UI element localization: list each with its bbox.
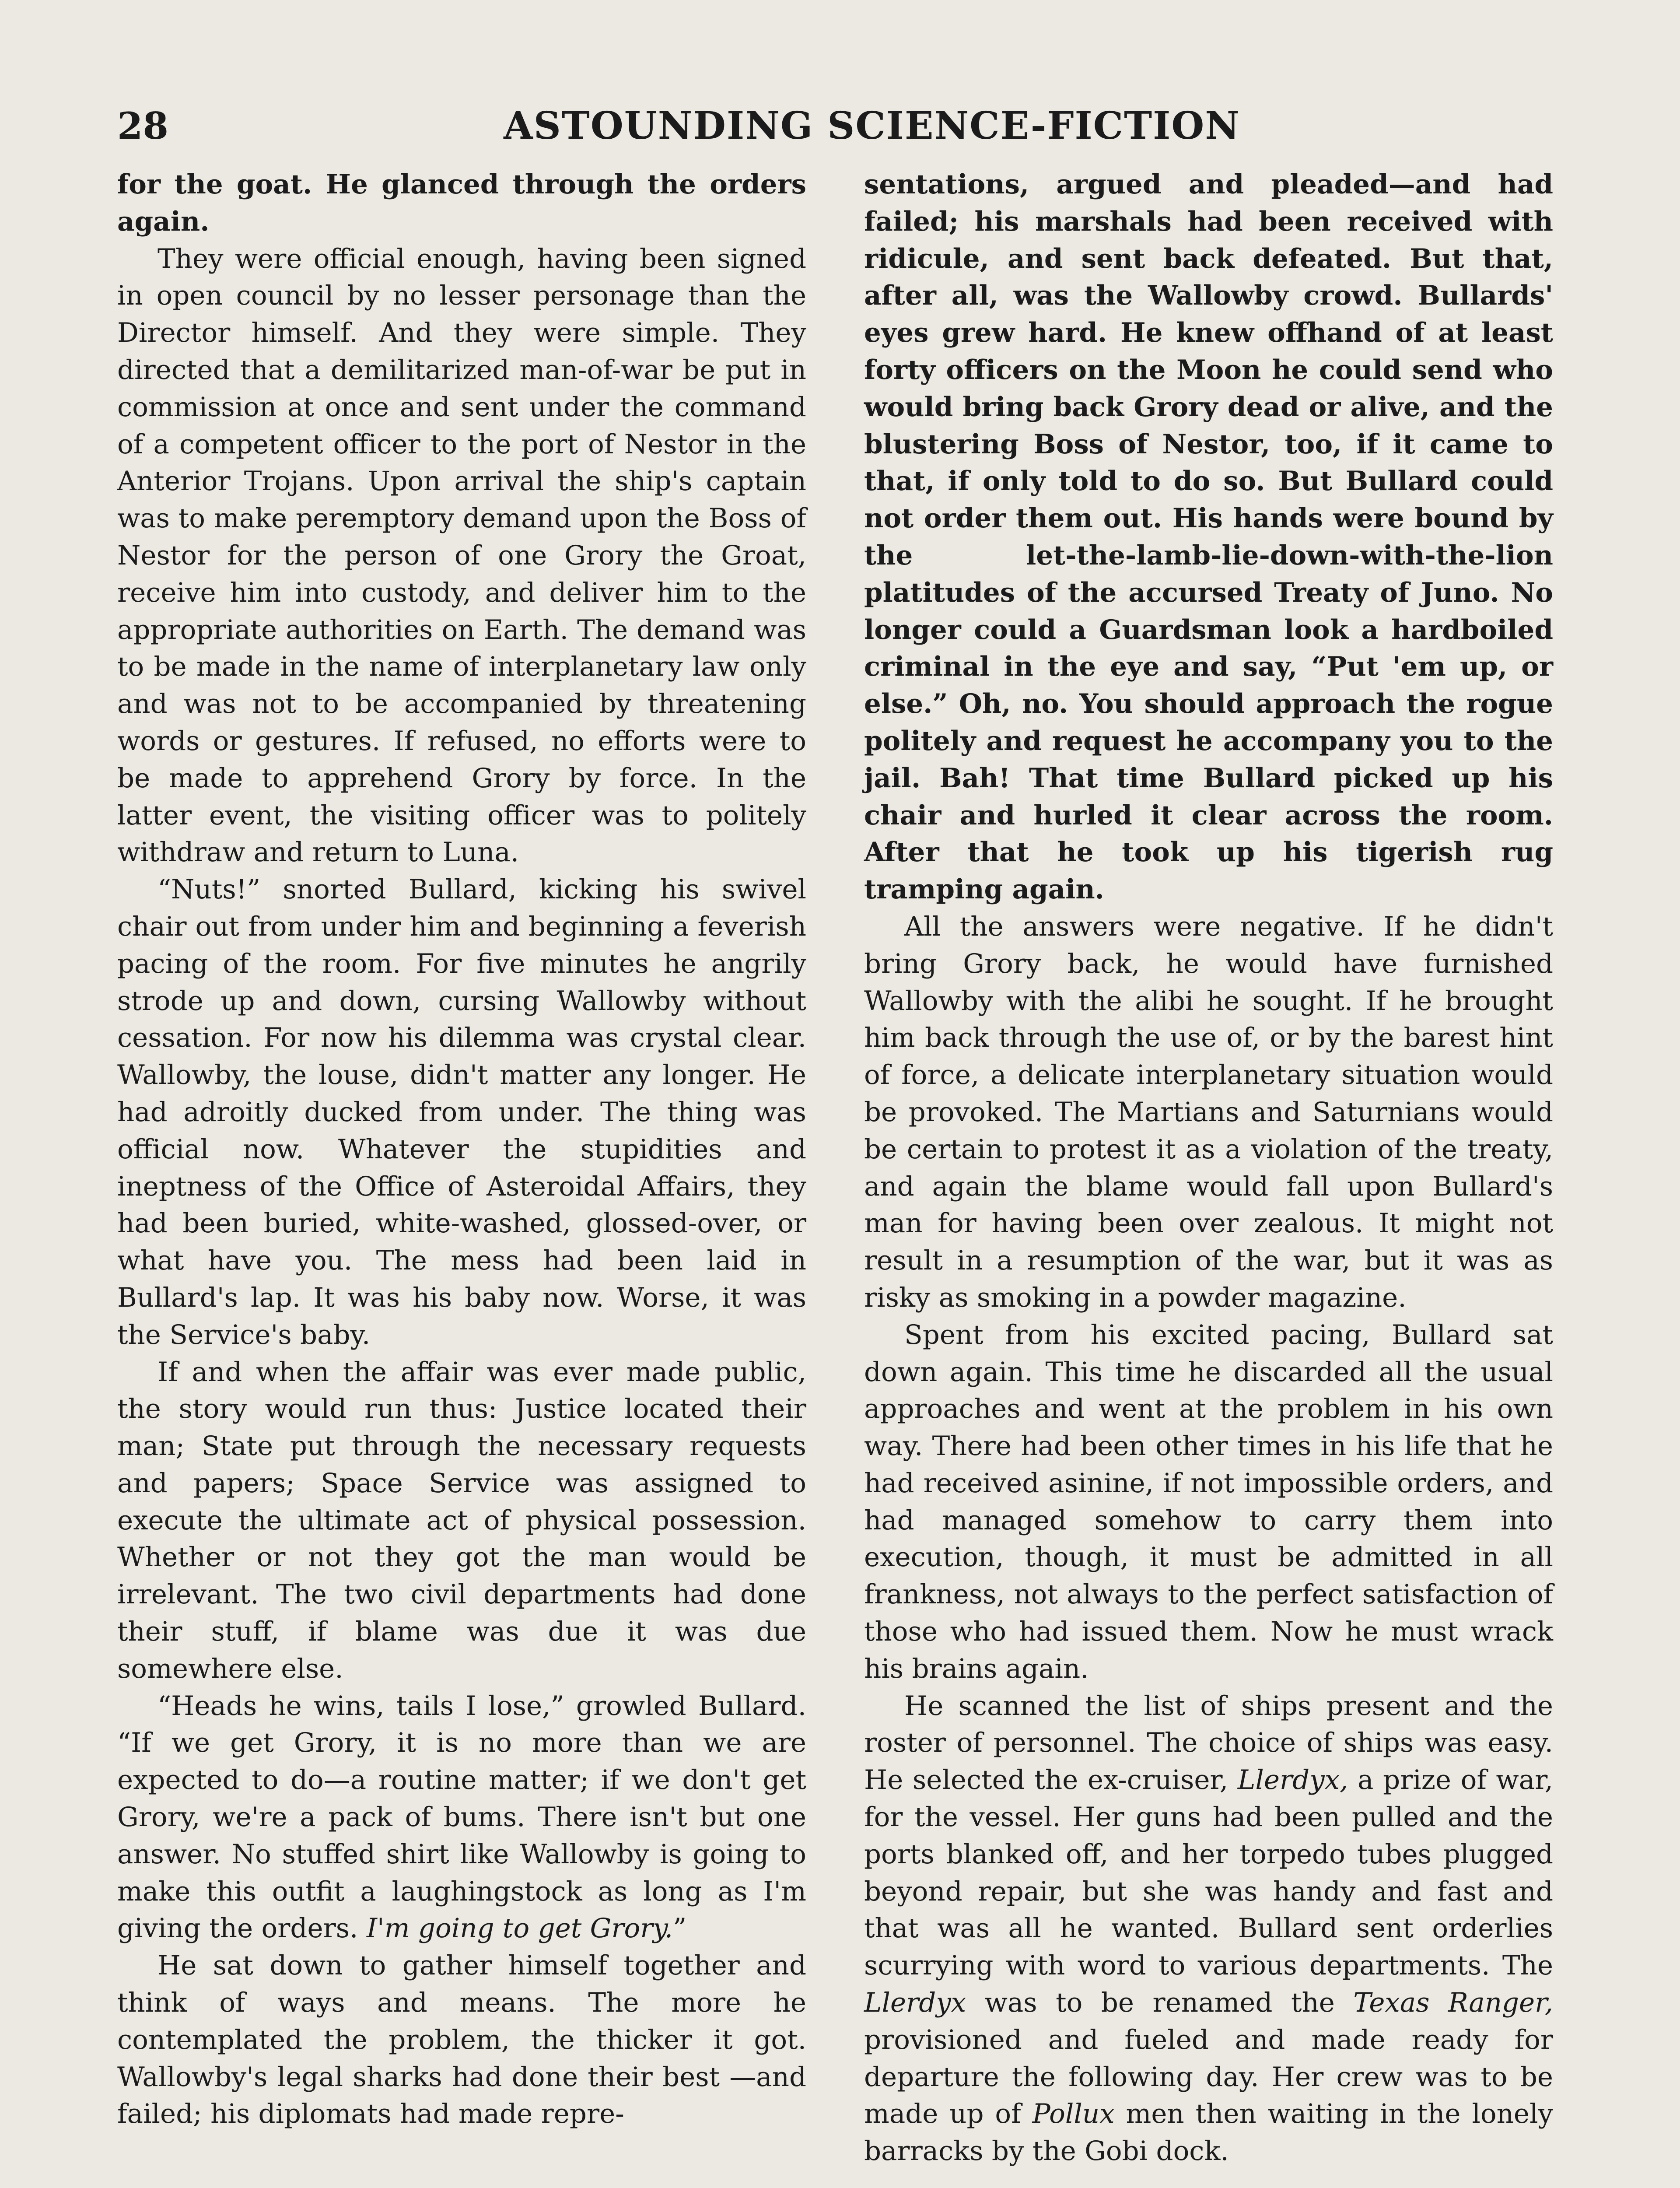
paragraph bbox=[864, 1688, 1553, 2170]
page-header bbox=[117, 100, 1574, 157]
ship-name: Llerdyx, bbox=[1237, 1764, 1348, 1796]
paragraph: If and when the affair was ever made public, the story would run thus: Justice located their man; State put through the necessary requests and papers; Space Service was assigned to execute the ultimate act of physical possession. Whether or not they got the man would be irrelevant. The two civil departments had done their stuff, if blame was due it was due somewhere else. bbox=[117, 1356, 806, 1684]
ship-name: Llerdyx bbox=[864, 1987, 966, 2019]
text-run: men then waiting in the lonely barracks by the Gobi dock. bbox=[864, 2098, 1553, 2167]
paragraph: for the goat. He glanced through the orders again. bbox=[117, 169, 806, 237]
paragraph: They were official enough, having been signed in open council by no lesser personage than the Director himself. And they were simple. They directed that a demilitarized man-of-war be put in commission at once and sent under the command of a competent officer to the port of Nestor in the Anterior Trojans. Upon arrival the ship's captain was to make peremptory demand upon the Boss of Nestor for the person of one Grory the Groat, receive him into custody, and deliver him to the appropriate authorities on Earth. The demand was to be made in the name of interplanetary law only and was not to be accompanied by threatening words or gestures. If refused, no efforts were to be made to apprehend Grory by force. In the latter event, the visiting officer was to politely withdraw and return to Luna. bbox=[117, 243, 806, 868]
text-run: provisioned and fueled and made ready for departure the following day. Her crew was to be made up of bbox=[864, 2024, 1553, 2130]
ship-name: Pollux bbox=[1032, 2098, 1115, 2130]
paragraph: Spent from his excited pacing, Bullard sat down again. This time he discarded all the usual approaches and went at the problem in his own way. There had been other times in his life that he had received asinine, if not impossible orders, and had managed somehow to carry them into execution, though, it must be admitted in all frankness, not always to the perfect satisfaction of those who had issued them. Now he must wrack his brains again. bbox=[864, 1319, 1553, 1684]
text-run: He scanned the list of ships present and the roster of personnel. The choice of ships was easy. He selected the ex-cruiser, bbox=[864, 1690, 1553, 1796]
italic-text: I'm going to get Grory. bbox=[366, 1913, 673, 1944]
paragraph: He sat down to gather himself together and think of ways and means. The more he contemplated the problem, the thicker it got. Wallowby's legal sharks had done their best —and failed; his diplomats had made repre- bbox=[117, 1950, 806, 2130]
left-column bbox=[117, 166, 806, 2133]
right-column bbox=[864, 166, 1553, 2170]
paragraph: All the answers were negative. If he didn't bring Grory back, he would have furnished Wallowby with the alibi he sought. If he brought him back through the use of, or by the barest hint of force, a delicate interplanetary situation would be provoked. The Martians and Saturnians would be certain to protest it as a violation of the treaty, and again the blame would fall upon Bullard's man for having been over zealous. It might not result in a resumption of the war, but it was as risky as smoking in a powder magazine. bbox=[864, 911, 1553, 1313]
paragraph: “Nuts!” snorted Bullard, kicking his swivel chair out from under him and beginning a feverish pacing of the room. For five minutes he angrily strode up and down, cursing Wallowby without cessation. For now his dilemma was crystal clear. Wallowby, the louse, didn't matter any longer. He had adroitly ducked from under. The thing was official now. Whatever the stupidities and ineptness of the Office of Asteroidal Affairs, they had been buried, white-washed, glossed-over, or what have you. The mess had been laid in Bullard's lap. It was his baby now. Worse, it was the Service's baby. bbox=[117, 874, 806, 1350]
text-run: ” bbox=[673, 1913, 687, 1944]
paragraph bbox=[117, 1688, 806, 1948]
text-run: was to be renamed the bbox=[966, 1987, 1354, 2019]
running-title: ASTOUNDING SCIENCE-FICTION bbox=[504, 104, 1240, 148]
page-number: 28 bbox=[117, 104, 168, 147]
text-run: a prize of war, for the vessel. Her guns had been pulled and the ports blanked off, and her torpedo tubes plugged beyond repair, but she was handy and fast and that was all he wanted. Bullard sent orderlies scurrying with word to various departments. The bbox=[864, 1764, 1553, 1981]
text-run: “Heads he wins, tails I lose,” growled Bullard. “If we get Grory, it is no more than we are expected to do—a routine matter; if we don't get Grory, we're a pack of bums. There isn't but one answer. No stuffed shirt like Wallowby is going to make this outfit a laughingstock as long as I'm giving the orders. bbox=[117, 1690, 806, 1944]
ship-name: Texas Ranger, bbox=[1353, 1987, 1553, 2019]
paragraph: sentations, argued and pleaded—and had failed; his marshals had been received with ridicule, and sent back defeated. But that, after all, was the Wallowby crowd. Bullards' eyes grew hard. He knew offhand of at least forty officers on the Moon he could send who would bring back Grory dead or alive, and the blustering Boss of Nestor, too, if it came to that, if only told to do so. But Bullard could not order them out. His hands were bound by the let-the-lamb-lie-down-with-the-lion platitudes of the accursed Treaty of Juno. No longer could a Guardsman look a hardboiled criminal in the eye and say, “Put 'em up, or else.” Oh, no. You should approach the rogue politely and request he accompany you to the jail. Bah! That time Bullard picked up his chair and hurled it clear across the room. After that he took up his tigerish rug tramping again. bbox=[864, 169, 1553, 905]
